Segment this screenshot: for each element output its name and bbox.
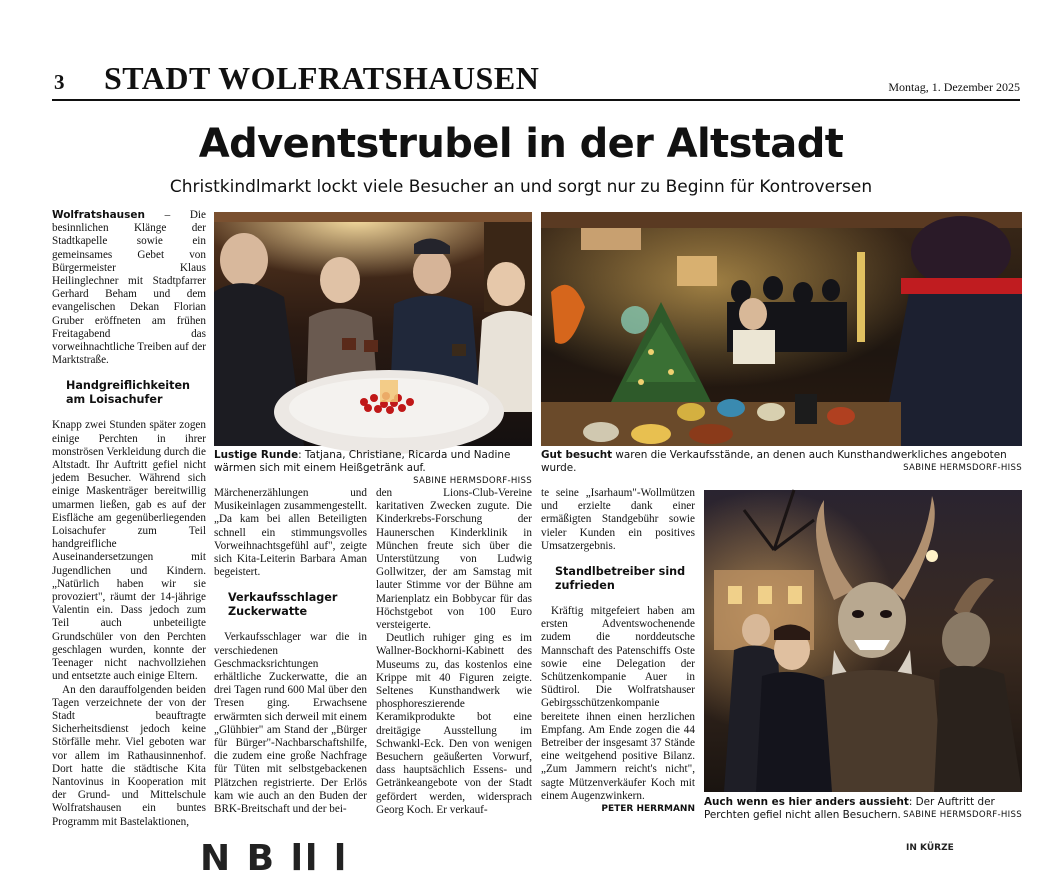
photo-caption-2 (541, 449, 1022, 475)
subheading: Verkaufsschlager Zuckerwatte (228, 591, 338, 619)
next-article-headline-fragment: N B ll l (200, 838, 349, 879)
paragraph: den Lions-Club-Vereine karitativen Zwecken zugute. Die Kinderkrebs-Forschung der Haunerschen Kinderklinik in München freute sich über die Unterstützung von Ludwig Gollwitzer, der am Samstag mit lauter Stimme vor der Bühne am Marienplatz ein Bobbycar für das Höchstgebot von 100 Euro versteigerte. (376, 487, 532, 632)
article-subheadline: Christkindlmarkt lockt viele Besucher an und sorgt nur zu Beginn für Kontroversen (169, 177, 873, 197)
photo-credit: SABINE HERMSDORF-HISS (903, 463, 1022, 473)
page-number: 3 (54, 70, 65, 94)
next-article-label-fragment: IN KÜRZE (906, 843, 954, 853)
text-column-1 (52, 209, 206, 829)
paragraph: Knapp zwei Stunden später zogen einige Perchten in ihrer monströsen Verkleidung durch die Altstadt. Ihr Auftritt gefiel nicht jedem Besucher. Während sich einige Maskenträger bereitwillig umarmen ließen, gab es auf der Eisfläche am gegenüberliegenden Loisachufer zum Teil handgreifliche Auseinandersetzungen mit Jugendlichen und Kindern. „Natürlich haben wir sie provoziert", räumt der 14-jährige Valentin ein. Dass jedoch zum Teil auch unbeteiligte Grundschüler von den Perchten geschlagen wurden, konnte der Teenager nicht nachvollziehen und entsetzte auch einige Eltern. (52, 419, 206, 683)
caption-text: : Tatjana, Christiane, Ricarda und Nadine wärmen sich mit einem Heißgetränk auf. (214, 449, 511, 474)
photo-caption-1 (214, 449, 532, 488)
dateline: Wolfratshausen (52, 209, 146, 221)
photo-caption-3 (704, 796, 1022, 822)
text-column-3 (376, 487, 532, 817)
caption-text: : Der Auftritt der Perchten gefiel nicht allen Besuchern. (704, 796, 995, 821)
issue-date: Montag, 1. Dezember 2025 (888, 80, 1020, 94)
article-headline: Adventstrubel in der Altstadt (198, 121, 844, 167)
intro-text: – Die besinnlichen Klänge der Stadtkapelle sowie ein gemeinsames Gebet von Bürgermeister Klaus Heilinglechner mit Stadtpfarrer Gerhard Beham und dem evangelischen Dekan Florian Gruber eröffneten am frühen Freitagabend das vorweihnachtliche Treiben auf der Marktstraße. (52, 209, 207, 367)
photo-perchten (704, 490, 1022, 792)
masthead-rule (52, 99, 1020, 101)
section-title: STADT WOLFRATSHAUSEN (104, 60, 540, 96)
paragraph: te seine „Isarhaum"-Wollmützen und erzielte dank einer ermäßigten Standgebühr sowie vieler Kunden ein positives Umsatzergebnis. (541, 487, 695, 552)
photo-credit: SABINE HERMSDORF-HISS (903, 810, 1022, 820)
paragraph (52, 209, 206, 367)
caption-lead: Gut besucht (541, 449, 613, 461)
caption-lead: Lustige Runde (214, 449, 299, 461)
paragraph: Verkaufsschlager war die in verschiedenen Geschmacksrichtungen erhältliche Zuckerwatte, die an drei Tagen rund 600 Mal über den Tresen ging. Erwachsene erwärmten sich derweil mit einem „Glühbier" am Stand der „Bürger für Bürger"-Nachbarschaftshilfe, die zudem eine große Nachfrage für Tüten mit selbstgebackenen Plätzchen registrierte. Der Erlös kam wie auch an den Buden der BRK-Breitschaft und der bei- (214, 631, 367, 816)
photo-credit: SABINE HERMSDORF-HISS (413, 476, 532, 486)
paragraph (541, 605, 695, 815)
text-column-2 (214, 487, 367, 816)
paragraph: Märchenerzählungen und Musikeinlagen zusammengestellt. „Da kam bei allen Beteiligten schnell ein stimmungsvolles Vorweihnachtsgefühl auf", zeigte sich Kita-Leiterin Barbara Aman begeistert. (214, 487, 367, 579)
text-column-4 (541, 487, 695, 816)
author-byline: PETER HERRMANN (601, 804, 695, 815)
paragraph: An den darauffolgenden beiden Tagen verzeichnete der von der Stadt beauftragte Sicherheitsdienst jedoch keine Störfälle mehr. Viel geboten war vor allem im Rathausinnenhof. Dort hatte die städtische Kita Nantovinus in Kooperation mit der Grund- und Mittelschule Wolfratshausen ein buntes Programm mit Bastelaktionen, (52, 683, 206, 828)
subheading: Handgreiflichkeiten am Loisachufer (66, 379, 191, 407)
caption-text: waren die Verkaufsstände, an denen auch Kunsthandwerkliches angeboten wurde. (541, 449, 1007, 474)
subheading: Standlbetreiber sind zufrieden (555, 565, 686, 593)
photo-friends-drinks (214, 212, 532, 446)
photo-market-stall (541, 212, 1022, 446)
caption-lead: Auch wenn es hier anders aussieht (704, 796, 909, 808)
paragraph-text: Kräftig mitgefeiert haben am ersten Adventswochenende zudem die norddeutsche Mannschaft des Patenschiffs Oste sowie eine Delegation der Schützenkompanie Auer in Südtirol. Die Wolfratshauser Gebirgsschützenkompanie bereitete ihnen einen herzlichen Empfang. Am Ende zogen die 44 Betreiber der insgesamt 37 Stände eine weitgehend positive Bilanz. „Zum Jammern reicht's nicht", sagte Mützenverkäufer Koch mit einem Augenzwinkern. (541, 605, 695, 802)
paragraph: Deutlich ruhiger ging es im Wallner-Bockhorni-Kabinett des Museums zu, das kostenlos eine Krippe mit 40 Figuren zeigte. Seltenes Kunsthandwerk wie phosphoreszierende Keramikprodukte bot eine dreitägige Ausstellung im Schwankl-Eck. Den von wenigen Besuchern geäußerten Vorwurf, dass hauptsächlich Essens- und Getränkeangebote von der Stadt gefördert werden, widersprach Georg Koch. Er verkauf- (376, 632, 532, 816)
